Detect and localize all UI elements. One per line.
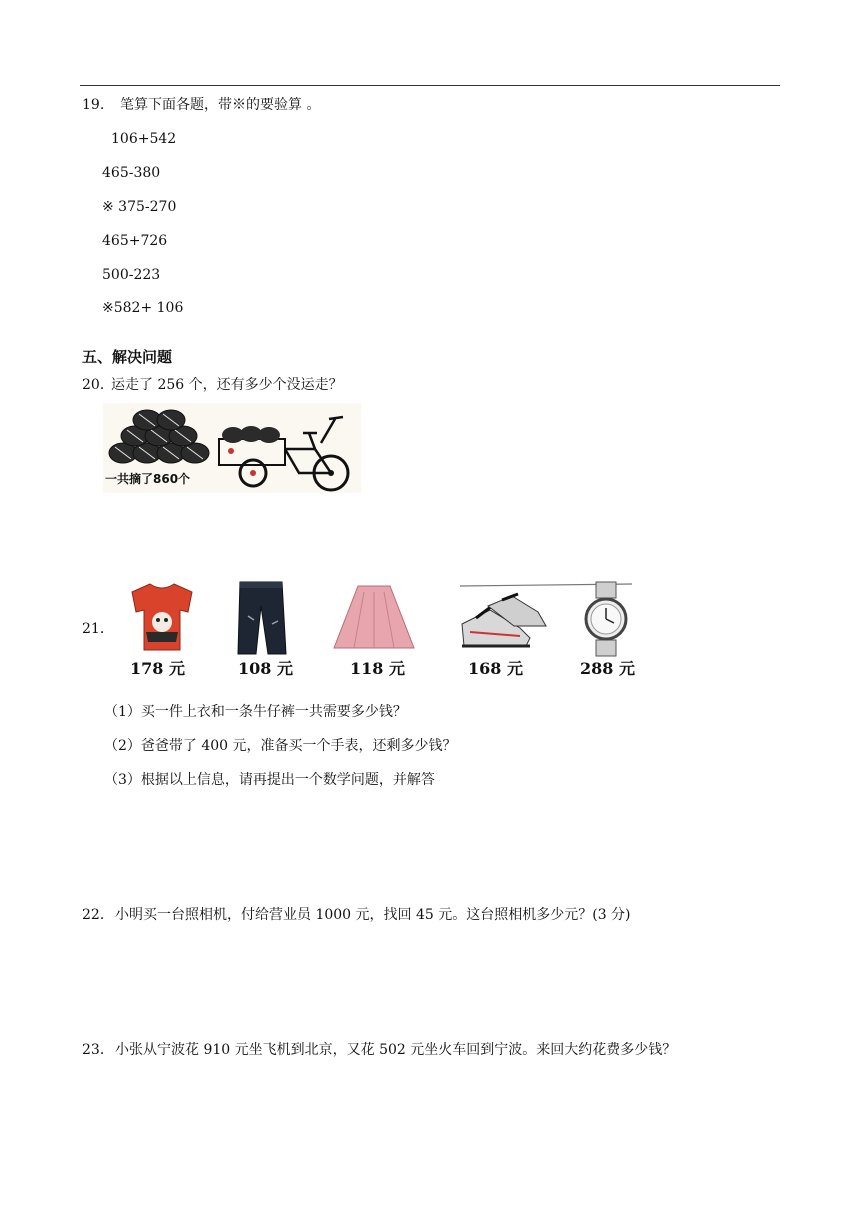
- tshirt-icon: [132, 584, 192, 650]
- q20-prompt: 运走了 256 个，还有多少个没运走？: [111, 377, 343, 393]
- q23-text: 小张从宁波花 910 元坐飞机到北京，又花 502 元坐火车回到宁波。来回大约花费多少钱？: [115, 1042, 677, 1058]
- q21-number: 21．: [82, 621, 114, 637]
- q19-item-3: ※ 375-270: [102, 199, 177, 215]
- q22-text: 小明买一台照相机，付给营业员 1000 元，找回 45 元。这台照相机多少元？(3 分): [115, 907, 631, 923]
- jeans-icon: [238, 582, 286, 654]
- q19-item-2: 465-380: [102, 165, 161, 181]
- watch-icon: [586, 582, 626, 656]
- header-rule: [80, 85, 780, 86]
- q23-number: 23．: [82, 1042, 114, 1058]
- q21-sub-2: （2）爸爸带了 400 元，准备买一个手表，还剩多少钱？: [104, 738, 457, 754]
- section-title: 五、解决问题: [82, 348, 173, 366]
- q19-item-1: 106+542: [111, 131, 177, 147]
- price-watch: 288 元: [580, 659, 635, 678]
- watermelon-tricycle-image: [103, 403, 361, 493]
- q19-number: 19.: [82, 97, 105, 113]
- skirt-icon: [334, 586, 414, 648]
- price-jeans: 108 元: [238, 659, 293, 678]
- q21-products-image: [110, 570, 640, 682]
- q21-sub-1: （1）买一件上衣和一条牛仔裤一共需要多少钱？: [104, 704, 407, 720]
- q19-prompt: 笔算下面各题，带※的要验算 。: [120, 97, 321, 113]
- price-sneakers: 168 元: [468, 659, 523, 678]
- q22-number: 22．: [82, 907, 114, 923]
- q20-image-caption: 一共摘了860个: [105, 472, 191, 486]
- price-tshirt: 178 元: [130, 659, 185, 678]
- q20-number: 20．: [82, 377, 114, 393]
- price-skirt: 118 元: [350, 659, 405, 678]
- q19-item-4: 465+726: [102, 233, 168, 249]
- q19-item-5: 500-223: [102, 267, 161, 283]
- q19-item-6: ※582+ 106: [102, 300, 184, 316]
- q21-sub-3: （3）根据以上信息，请再提出一个数学问题，并解答: [104, 772, 435, 788]
